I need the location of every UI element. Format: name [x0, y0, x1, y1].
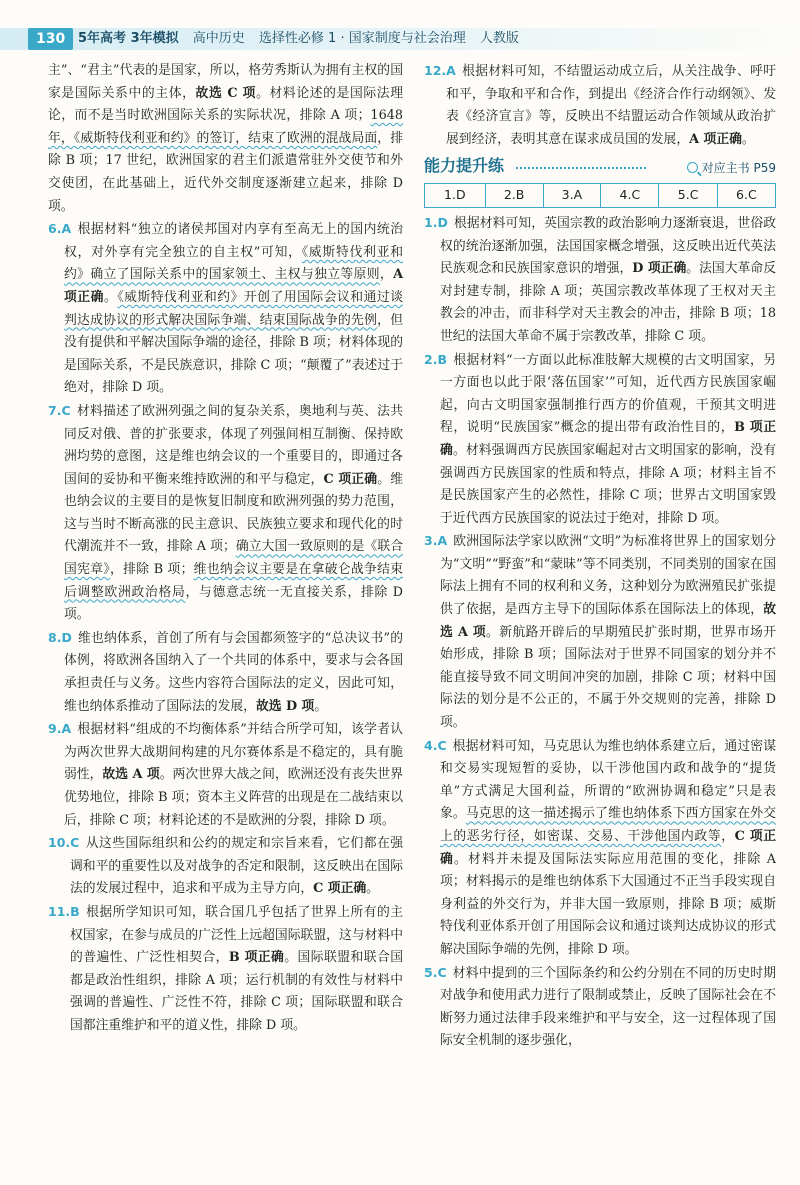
- answer-item-12: 12.A 根据材料可知，不结盟运动成立后，从关注战争、呼吁和平，争取和平和合作，到提出《经济合作行动纲领》、发表《经济宣言》等，反映出不结盟运动合作领域从政治扩展到经济，表明其意在谋求成员国的发展，A 项正确。: [424, 63, 776, 147]
- item-answer: A: [437, 533, 448, 549]
- answer-highlight: C 项正确: [313, 881, 367, 897]
- item-number: 2.: [424, 351, 438, 367]
- item-answer: C: [61, 402, 71, 418]
- item-answer: C: [70, 835, 80, 851]
- item-answer: A: [61, 721, 72, 737]
- underlined-text: 《威斯特伐利亚和约》开创了用国际会议和通过谈判达成协议的形式解决国际争端、结束国际战争的先例: [64, 289, 404, 328]
- answer-item-10: 10.C 从这些国际组织和公约的规定和宗旨来看，它们都在强调和平的重要性以及对战争的否定和限制，这反映出在国际法的发展过程中，追求和平成为主导方向，C 项正确。: [48, 835, 403, 897]
- answer-highlight: 故选 D 项: [255, 698, 315, 714]
- underlined-text: 《威斯特伐利亚和约》确立了国际关系中的国家领土、主权与独立等原则: [64, 244, 403, 283]
- answer-highlight: C 项正确: [323, 471, 378, 487]
- answer-cell: 2.B: [485, 184, 543, 208]
- section-divider: [516, 167, 646, 169]
- answer-cell: 5.C: [659, 184, 717, 208]
- header-brand: 5年高考 3年模拟: [78, 31, 179, 46]
- item-number: 4.: [424, 737, 438, 753]
- answer-cell: 4.C: [601, 184, 659, 208]
- item-answer: B: [70, 903, 80, 919]
- item-number: 3.: [424, 533, 438, 549]
- right-column: [424, 60, 776, 1053]
- answer-item-r3: 3.A 欧洲国际法学家以欧洲“文明”为标准将世界上的国家划分为“文明”“野蛮”和“蒙昧”等不同类别，不同类别的国家在国际法上拥有不同的权利和义务，这种划分为欧洲殖民扩张提供了依据，是西方主导下的国际体系在国际法上的体现，故选 A 项。新航路开辟后的早期殖民扩张时期，世界市场开始形成，排除 B 项；国际法对于世界不同国家的划分并不能直接导致不同文明间冲突的加剧，排除 C 项；材料中国际法的划分是不公正的，不属于外交规则的完善，排除 D 项。: [424, 533, 777, 731]
- item-answer: D: [61, 629, 72, 645]
- answer-cell: 6.C: [717, 184, 775, 208]
- answer-item-8: 8.D 维也纳体系，首创了所有与会国都须签字的“总决议书”的体例，将欧洲各国纳入了一个共同的体系中，要求与会各国承担责任与义务。这些内容符合国际法的定义，因此可知，维也纳体系推动了国际法的发展，故选 D 项。: [48, 629, 403, 714]
- answer-highlight: A 项正确: [64, 267, 404, 305]
- underlined-text: 确立大国一致原则的是《联合国宪章》: [64, 539, 404, 578]
- item-number: 10.: [48, 835, 71, 851]
- header-subject: 高中历史: [192, 31, 245, 46]
- item-answer: A: [446, 63, 456, 78]
- left-column: [48, 60, 403, 1038]
- item-number: 12.: [424, 63, 447, 78]
- item-number: 6.: [48, 221, 62, 237]
- item-answer: B: [437, 351, 447, 367]
- answer-item-7: 7.C 材料描述了欧洲列强之间的复杂关系，奥地利与英、法共同反对俄、普的扩张要求，体现了列强间相互制衡、保持欧洲均势的意图，这是维也纳会议的一个重要目的，即通过各国间的妥协和平衡来维持欧洲的和平与稳定，C 项正确。维也纳会议的主要目的是恢复旧制度和欧洲列强的势力范围，这与当时不断高涨的民主意识、民族独立要求和现代化的时代潮流并不一致，排除 A 项；确立大国一致原则的是《联合国宪章》，排除 B 项；维也纳会议主要是在拿破仑战争结束后调整欧洲政治格局，与德意志统一无直接关系，排除 D 项。: [48, 402, 404, 623]
- answer-item-11: 11.B 根据所学知识可知，联合国几乎包括了世界上所有的主权国家，在参与成员的广泛性上远超国际联盟，这与材料中的普遍性、广泛性相契合，B 项正确。国际联盟和联合国都是政治性组织，排除 A 项；运行机制的有效性与材料中强调的普遍性、广泛性不符，排除 C 项；国际联盟和联合国都注重维护和平的道义性，排除 D 项。: [48, 903, 403, 1033]
- item-answer: A: [61, 221, 72, 237]
- item-answer: C: [437, 964, 447, 980]
- answer-highlight: B 项正确: [228, 950, 285, 966]
- item-answer: D: [437, 214, 448, 230]
- answer-highlight: A 项正确: [689, 131, 742, 147]
- answer-item-6: 6.A 根据材料“独立的诸侯邦国对内享有至高无上的国内统治权，对外享有完全独立的自主权”可知，《威斯特伐利亚和约》确立了国际关系中的国家领土、主权与独立等原则，A 项正确。《威斯特伐利亚和约》开创了用国际会议和通过谈判达成协议的形式解决国际争端、结束国际战争的先例，但没有提供和平解决国际争端的途径，排除 B 项；材料体现的是国际关系，不是民族意识，排除 C 项；“颠覆了”表述过于绝对，排除 D 项。: [48, 221, 404, 396]
- item-answer: C: [437, 737, 447, 753]
- answer-highlight: B 项正确: [440, 420, 776, 458]
- search-icon: [687, 162, 698, 173]
- answer-highlight: 故选 C 项: [195, 85, 257, 101]
- underlined-text: 马克思的这一描述揭示了维也纳体系下西方国家在外交上的恶劣行径，如密谋、交易、干涉他国内政等: [440, 806, 777, 844]
- header-publisher: 人教版: [479, 31, 519, 46]
- item-number: 7.: [48, 402, 62, 418]
- table-row: [425, 184, 776, 208]
- answer-cell: 1.D: [425, 184, 486, 208]
- section-header: [424, 153, 776, 181]
- page-number: 130: [28, 28, 73, 50]
- answer-item-r2: 2.B 根据材料“一方面以此标准肢解大规模的古文明国家，另一方面也以此于限‘落伍国家’”可知，近代西方民族国家崛起，向古文明国家强制推行西方的价值观，干预其文明进程，说明“民族国家”概念的提出带有政治性目的，B 项正确。材料强调西方民族国家崛起对古文明国家的影响，没有强调西方民族国家的性质和特点，排除 A 项；材料主旨不是民族国家产生的必然性，排除 C 项；世界古文明国家毁于近代西方民族国家的说法过于绝对，排除 D 项。: [424, 351, 777, 526]
- answer-highlight: D 项正确: [632, 261, 687, 277]
- intro-paragraph: 主”、“君主”代表的是国家，所以，格劳秀斯认为拥有主权的国家是国际关系中的主体，故选 C 项。材料论述的是国际法理论，而不是当时欧洲国际关系的实际状况，排除 A 项；1648 年，《威斯特伐利亚和约》的签订，结束了欧洲的混战局面，排除 B 项；17 世纪，欧洲国家的君主们派遣常驻外交使节和外交使团，在此基础上，近代外交制度逐渐建立起来，排除 D 项。: [48, 63, 404, 214]
- answer-key-table: [424, 183, 776, 208]
- underlined-text: 1648 年，《威斯特伐利亚和约》的签订，结束了欧洲的混战局面: [48, 108, 403, 146]
- answer-item-r4: 4.C 根据材料可知，马克思认为维也纳体系建立后，通过密谋和交易实现短暂的妥协，以干涉他国内政和战争的“提货单”方式满足大国利益，所谓的“欧洲协调和稳定”只是表象。马克思的这一描述揭示了维也纳体系下西方国家在外交上的恶劣行径，如密谋、交易、干涉他国内政等，C 项正确。材料并未提及国际法实际应用范围的变化，排除 A 项；材料揭示的是维也纳体系下大国通过不正当手段实现自身利益的外交行为，并非大国一致原则，排除 B 项；威斯特伐利亚体系开创了用国际会议和通过谈判达成协议的形式解决国际争端的先例，排除 D 项。: [424, 737, 777, 957]
- section-reference: 对应主书 P59: [687, 157, 776, 180]
- answer-item-9: 9.A 根据材料“组成的不均衡体系”并结合所学可知，该学者认为两次世界大战期间构建的凡尔赛体系是不稳定的，具有脆弱性，故选 A 项。两次世界大战之间，欧洲还没有丧失世界优势地位，排除 B 项；资本主义阵营的出现是在二战结束以后，排除 C 项；材料论述的不是欧洲的分裂，排除 D 项。: [48, 721, 404, 828]
- answer-item-r5: 5.C 材料中提到的三个国际条约和公约分别在不同的历史时期对战争和使用武力进行了限制或禁止，反映了国际社会在不断努力通过法律手段来维护和平与安全，这一过程体现了国际安全机制的逐步强化，: [424, 964, 776, 1049]
- answer-highlight: 故选 A 项: [102, 767, 160, 783]
- item-number: 5.: [424, 964, 438, 980]
- header-title: [78, 30, 529, 48]
- underlined-text: 维也纳会议主要是在拿破仑战争结束后调整欧洲政治格局: [64, 562, 403, 600]
- answer-cell: 3.A: [543, 184, 601, 208]
- section-title: 能力提升练: [424, 156, 505, 176]
- answer-highlight: C 项正确: [440, 829, 777, 867]
- page-header: [0, 0, 800, 54]
- header-book: 选择性必修 1 · 国家制度与社会治理: [258, 31, 466, 46]
- answer-highlight: 故选 A 项: [440, 602, 776, 640]
- item-number: 8.: [48, 629, 62, 645]
- answer-item-r1: 1.D 根据材料可知，英国宗教的政治影响力逐渐衰退，世俗政权的统治逐渐加强，法国国家概念增强，这反映出近代英法民族观念和民族国家意识的增强，D 项正确。法国大革命反对封建专制，排除 A 项；英国宗教改革体现了王权对天主教会的冲击，而非科学对天主教会的冲击，排除 B 项；18 世纪的法国大革命不属于宗教改革，排除 C 项。: [424, 214, 776, 344]
- item-number: 1.: [424, 214, 438, 230]
- item-number: 11.: [48, 903, 71, 919]
- item-number: 9.: [48, 721, 62, 737]
